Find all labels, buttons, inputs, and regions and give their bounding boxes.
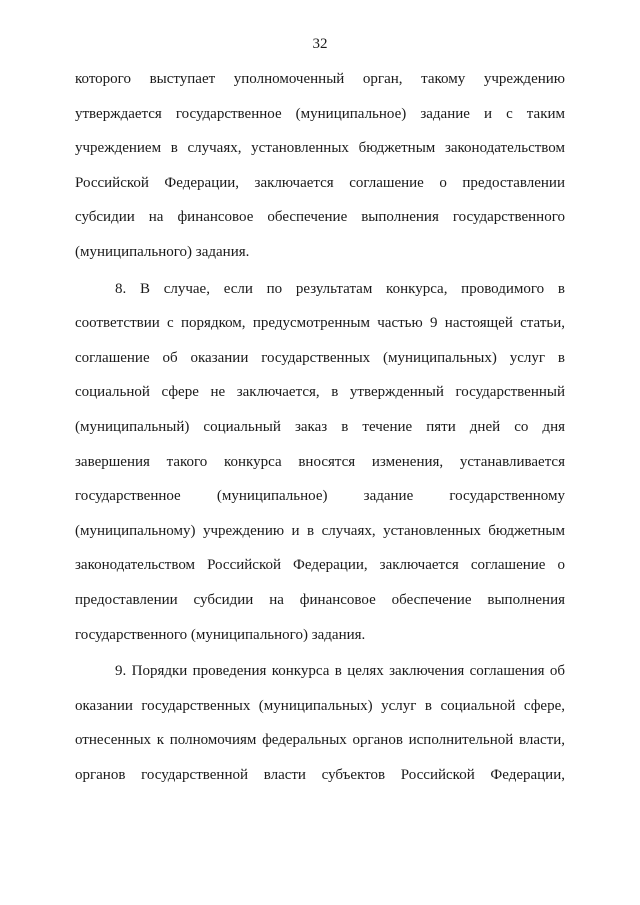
- paragraph-8: [75, 279, 565, 660]
- text-line: (муниципальному) учреждению и в случаях, установленных бюджетным: [75, 522, 565, 539]
- page-number: 32: [312, 36, 328, 52]
- text-line: завершения такого конкурса вносятся изменения, устанавливается: [75, 453, 565, 470]
- text-line: отнесенных к полномочиям федеральных органов исполнительной власти,: [75, 732, 565, 749]
- text-line: Российской Федерации, заключается соглашение о предоставлении: [75, 174, 565, 191]
- paragraph-continuation: [75, 69, 565, 277]
- text-line: утверждается государственное (муниципальное) задание и с таким: [75, 105, 565, 122]
- text-line: (муниципального) задания.: [75, 243, 250, 260]
- text-line: (муниципальный) социальный заказ в течение пяти дней со дня: [75, 418, 565, 435]
- text-line: субсидии на финансовое обеспечение выполнения государственного: [75, 209, 565, 226]
- text-line: государственное (муниципальное) задание государственному: [75, 488, 565, 505]
- text-line: 9. Порядки проведения конкурса в целях заключения соглашения об: [115, 663, 565, 680]
- text-line: соответствии с порядком, предусмотренным частью 9 настоящей статьи,: [75, 315, 565, 332]
- text-line: предоставлении субсидии на финансовое обеспечение выполнения: [75, 591, 565, 608]
- text-line: оказании государственных (муниципальных) услуг в социальной сфере,: [75, 697, 565, 714]
- text-line: законодательством Российской Федерации, заключается соглашение о: [75, 557, 565, 574]
- text-line: соглашение об оказании государственных (муниципальных) услуг в: [75, 349, 565, 366]
- text-line: учреждением в случаях, установленных бюджетным законодательством: [75, 140, 565, 157]
- text-line: органов государственной власти субъектов Российской Федерации,: [75, 766, 565, 783]
- text-line: которого выступает уполномоченный орган, такому учреждению: [75, 71, 565, 87]
- paragraph-9: [75, 661, 565, 799]
- text-line: государственного (муниципального) задания.: [75, 626, 366, 643]
- text-line: 8. В случае, если по результатам конкурса, проводимого в: [115, 280, 565, 297]
- body-text: [75, 69, 565, 799]
- text-line: социальной сфере не заключается, в утвержденный государственный: [75, 384, 565, 401]
